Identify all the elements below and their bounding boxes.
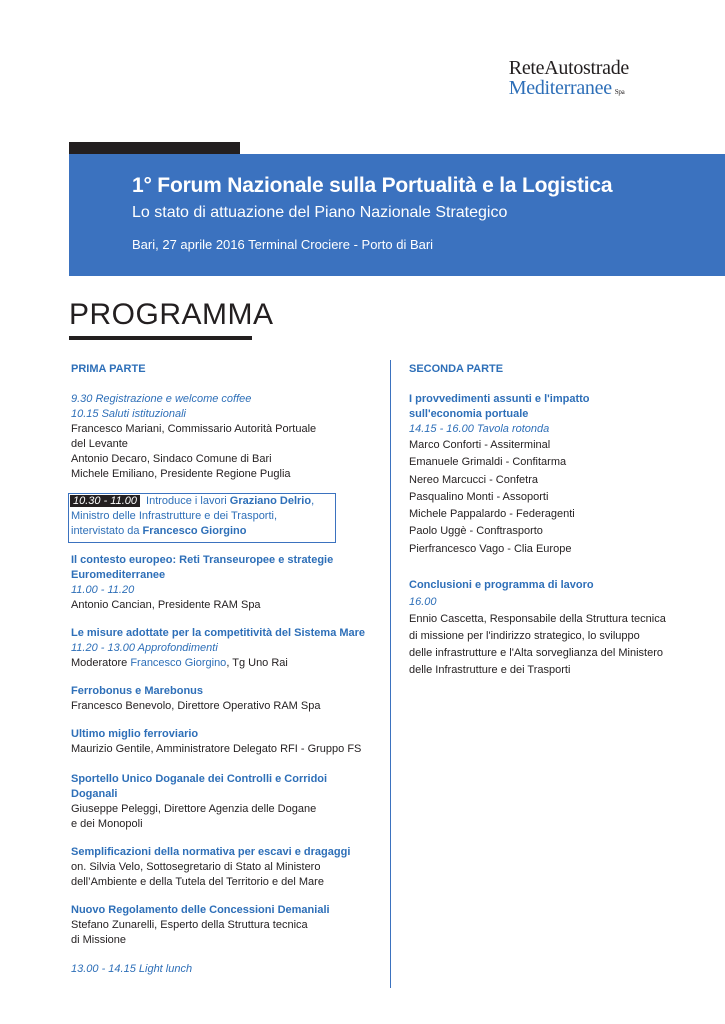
panelist-list [409,437,590,558]
logo-spa: Spa [614,88,625,96]
session-speaker: dell’Ambiente e della Tutela del Territorio e del Mare [71,876,324,888]
session-title: Ultimo miglio ferroviario [71,728,199,740]
speaker-line: Antonio Decaro, Sindaco Comune di Bari [71,453,272,465]
event-title: 1° Forum Nazionale sulla Portualità e la Logistica [132,174,613,197]
section-prima-parte: PRIMA PARTE [71,363,146,375]
panelist: Pierfrancesco Vago - Clia Europe [409,542,572,555]
session-title: Doganali [71,788,118,800]
event-info: Bari, 27 aprile 2016 Terminal Crociere - Porto di Bari [132,237,434,252]
session-title: I provvedimenti assunti e l'impatto [409,393,590,405]
session-speaker: Antonio Cancian, Presidente RAM Spa [71,599,261,611]
block-conclusioni [409,577,666,679]
intro-interview: intervistato da [71,525,143,537]
session-title: Le misure adottate per la competitività del Sistema Mare [71,627,366,639]
moderator-end: , Tg Uno Rai [226,657,288,669]
block-ultimo-miglio [71,727,361,757]
session-speaker: di Missione [71,934,127,946]
session-title: Sportello Unico Doganale dei Controlli e Corridoi [71,773,328,785]
session-title: Ferrobonus e Marebonus [71,685,204,697]
session-time: 11.00 - 11.20 [71,584,135,596]
logo [509,58,629,102]
panelist: Michele Pappalardo - Federagenti [409,508,575,521]
session-speaker: di missione per l'indirizzo strategico, lo sviluppo [409,630,640,642]
moderator-line [71,656,365,671]
panelist: Marco Conforti - Assiterminal [409,439,551,451]
intro-line-3 [71,524,314,539]
session-title: sull'economia portuale [409,408,529,420]
moderator-name: Francesco Giorgino [130,657,227,669]
programma-underline [69,336,252,340]
registration-line: 9.30 Registrazione e welcome coffee [71,393,252,405]
session-time: 14.15 - 16.00 Tavola rotonda [409,423,550,435]
column-divider [390,360,391,988]
programma-heading: PROGRAMMA [69,298,274,331]
intro-line [71,494,314,509]
session-speaker: Francesco Benevolo, Direttore Operativo RAM Spa [71,700,321,712]
session-speaker: on. Silvia Velo, Sottosegretario di Stato al Ministero [71,861,321,873]
session-title: Conclusioni e programma di lavoro [409,579,594,591]
block-intro [71,494,314,539]
session-speaker: delle infrastrutture e l'Alta sorveglianza del Ministero [409,647,663,659]
event-banner [69,154,725,276]
time-tag: 10.30 - 11.00 [70,495,140,507]
block-opening [71,392,316,482]
block-sportello [71,772,327,832]
session-title: Euromediterranee [71,569,166,581]
logo-line1: ReteAutostrade [508,57,629,79]
session-title: Nuovo Regolamento delle Concessioni Demaniali [71,904,330,916]
block-ferrobonus [71,684,320,714]
event-subtitle: Lo stato di attuazione del Piano Nazionale Strategico [132,204,508,221]
session-speaker: Giuseppe Peleggi, Direttore Agenzia delle Dogane [71,803,317,815]
session-speaker: Stefano Zunarelli, Esperto della Struttura tecnica [71,919,308,931]
panelist: Paolo Uggè - Conftrasporto [409,525,543,538]
session-time: 16.00 [409,596,437,608]
session-title: Semplificazioni della normativa per escavi e dragaggi [71,846,351,858]
session-speaker: delle Infrastrutture e dei Trasporti [409,664,571,676]
block-provvedimenti [409,392,590,558]
session-title: Il contesto europeo: Reti Transeuropee e strategie [71,554,334,566]
section-seconda-parte: SECONDA PARTE [409,363,504,375]
logo-line2 [509,78,629,102]
block-regolamento [71,903,330,948]
intro-end: , [311,495,315,507]
panelist: Emanuele Grimaldi - Confitarma [409,456,567,469]
speaker-line: Francesco Mariani, Commissario Autorità Portuale [71,423,317,435]
intro-text: Introduce i lavori [146,495,230,507]
intro-name: Graziano Delrio [229,495,312,507]
greetings-line: 10.15 Saluti istituzionali [71,408,186,420]
block-semplificazioni [71,845,350,890]
interviewer-name: Francesco Giorgino [142,525,247,537]
lunch-line: 13.00 - 14.15 Light lunch [71,963,193,975]
session-speaker: Maurizio Gentile, Amministratore Delegato RFI - Gruppo FS [71,743,362,755]
block-contesto [71,553,333,613]
speaker-line: Michele Emiliano, Presidente Regione Puglia [71,468,291,480]
logo-line2-text: Mediterranee [508,77,612,99]
session-speaker: e dei Monopoli [71,818,143,830]
intro-line-2: Ministro delle Infrastrutture e dei Trasporti, [71,510,278,522]
block-misure [71,626,365,671]
panelist: Pasqualino Monti - Assoporti [409,490,549,503]
panelist: Nereo Marcucci - Confetra [409,473,538,486]
session-speaker: Ennio Cascetta, Responsabile della Struttura tecnica [409,613,666,625]
header-black-bar [69,142,240,154]
speaker-line: del Levante [71,438,128,450]
session-time: 11.20 - 13.00 Approfondimenti [71,642,218,654]
moderator-label: Moderatore [71,657,131,669]
